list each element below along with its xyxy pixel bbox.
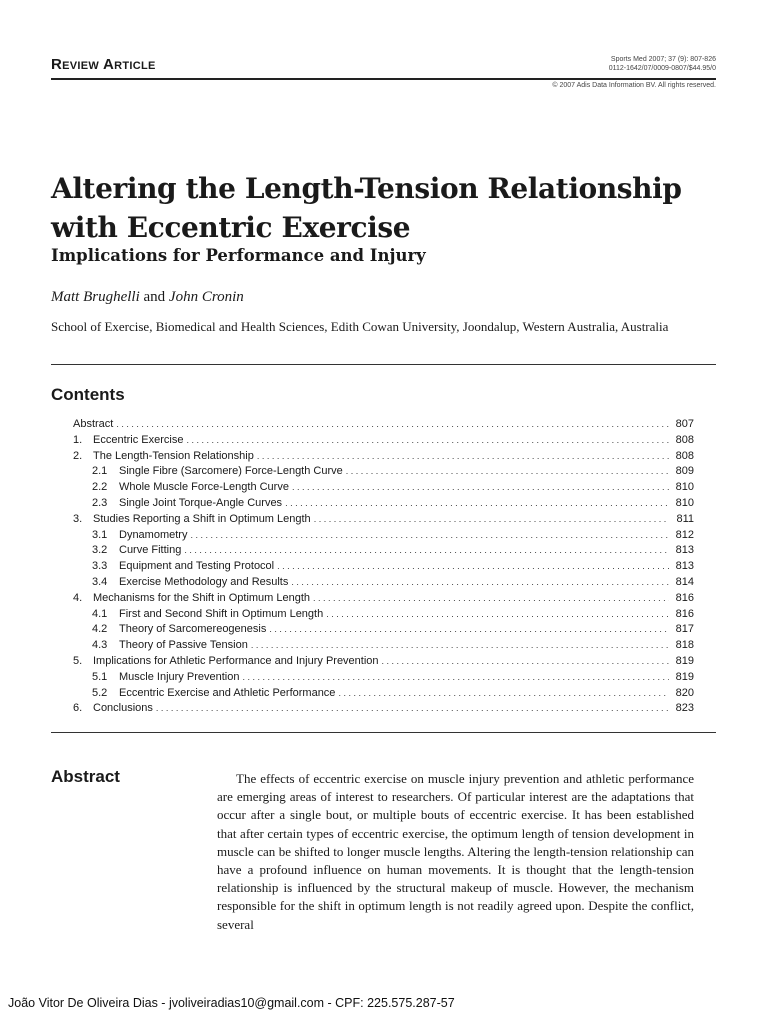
issn: 0112-1642/07/0009-0807/$44.95/0 [608, 65, 716, 72]
toc-entry-page: 818 [675, 639, 694, 652]
toc-entry-number: 5.1 [92, 670, 108, 683]
toc-entry-label: Implications for Athletic Performance and Injury Prevention [93, 654, 379, 667]
toc-entry-page: 808 [675, 433, 694, 446]
section-label: Review Article [51, 56, 156, 73]
toc-dot-leader [313, 593, 669, 603]
toc-entry-page: 812 [675, 528, 694, 541]
toc-entry-page: 810 [675, 496, 694, 509]
toc-entry-label: Muscle Injury Prevention [119, 670, 240, 683]
toc-dot-leader [382, 656, 669, 666]
toc-entry-number: 5.2 [92, 686, 108, 699]
toc-entry-page: 820 [675, 686, 694, 699]
toc-entry-number: 4. [73, 591, 83, 604]
toc-entry-label: Whole Muscle Force-Length Curve [119, 481, 289, 494]
toc-dot-leader [186, 435, 669, 445]
toc-dot-leader [291, 577, 669, 587]
journal-ref: Sports Med 2007; 37 (9): 807-826 [610, 56, 716, 63]
toc-entry-label: Mechanisms for the Shift in Optimum Length [93, 591, 311, 604]
toc-dot-leader [277, 561, 669, 571]
toc-dot-leader [156, 703, 669, 713]
toc-entry-label: Conclusions [93, 702, 153, 715]
toc-entry-page: 808 [675, 449, 694, 462]
toc-entry-label: Single Joint Torque-Angle Curves [119, 496, 283, 509]
toc-entry-number: 2.1 [92, 465, 108, 478]
toc-entry-page: 813 [675, 544, 694, 557]
toc-entry-number: 1. [73, 433, 83, 446]
toc-entry [73, 497, 694, 513]
toc-entry-label: The Length-Tension Relationship [93, 449, 254, 462]
toc-dot-leader [242, 672, 669, 682]
toc-entry-number: 2.2 [92, 481, 108, 494]
toc-entry-label: Exercise Methodology and Results [119, 575, 289, 588]
toc-entry [73, 702, 694, 718]
toc-entry-label: Curve Fitting [119, 544, 182, 557]
toc-entry-number: 3.1 [92, 528, 108, 541]
toc-dot-leader [314, 514, 669, 524]
table-of-contents [73, 418, 694, 718]
toc-entry [73, 450, 694, 466]
toc-entry [73, 639, 694, 655]
toc-entry-number: 3. [73, 512, 83, 525]
contents-heading: Contents [51, 385, 125, 404]
journal-info [609, 55, 716, 73]
toc-entry-number: 3.3 [92, 560, 108, 573]
toc-entry-label: Equipment and Testing Protocol [119, 560, 275, 573]
toc-entry [73, 529, 694, 545]
toc-entry [73, 465, 694, 481]
toc-entry [73, 418, 694, 434]
toc-entry-page: 816 [675, 607, 694, 620]
toc-dot-leader [251, 640, 669, 650]
toc-entry-number: 2.3 [92, 496, 108, 509]
toc-entry-page: 810 [675, 481, 694, 494]
toc-entry-label: Dynamometry [119, 528, 188, 541]
toc-entry-label: Eccentric Exercise [93, 433, 184, 446]
toc-entry-number: 4.3 [92, 639, 108, 652]
toc-entry-label: Theory of Passive Tension [119, 639, 248, 652]
toc-dot-leader [269, 624, 669, 634]
toc-entry-number: 4.1 [92, 607, 108, 620]
toc-dot-leader [346, 466, 669, 476]
toc-entry [73, 560, 694, 576]
toc-entry-label: Eccentric Exercise and Athletic Performance [119, 686, 336, 699]
toc-entry [73, 576, 694, 592]
toc-entry-number: 2. [73, 449, 83, 462]
article-title: Altering the Length-Tension Relationship with Eccentric Exercise [51, 172, 682, 244]
affiliation: School of Exercise, Biomedical and Health Sciences, Edith Cowan University, Joondalup, Western Australia, Australia [51, 319, 669, 334]
toc-entry-page: 817 [675, 623, 694, 636]
authors [51, 289, 244, 306]
toc-dot-leader [257, 451, 669, 461]
toc-dot-leader [184, 545, 669, 555]
toc-entry-page: 816 [675, 591, 694, 604]
toc-dot-leader [190, 530, 669, 540]
toc-dot-leader [326, 609, 669, 619]
watermark-footer: João Vitor De Oliveira Dias - jvoliveiradias10@gmail.com - CPF: 225.575.287-57 [8, 996, 455, 1010]
toc-entry-number: 3.4 [92, 575, 108, 588]
toc-entry-page: 809 [675, 465, 694, 478]
toc-entry [73, 513, 694, 529]
toc-entry [73, 623, 694, 639]
toc-entry-label: Studies Reporting a Shift in Optimum Length [93, 512, 311, 525]
toc-entry-page: 819 [675, 670, 694, 683]
toc-entry-page: 823 [675, 702, 694, 715]
toc-entry-number: 3.2 [92, 544, 108, 557]
divider [51, 364, 716, 365]
author-join: and [139, 289, 169, 305]
toc-entry-number: 4.2 [92, 623, 108, 636]
toc-entry-page: 811 [676, 512, 694, 525]
toc-entry-label: Abstract [73, 418, 114, 430]
toc-dot-leader [116, 419, 669, 429]
toc-entry [73, 671, 694, 687]
toc-dot-leader [292, 482, 669, 492]
toc-entry [73, 592, 694, 608]
toc-entry [73, 687, 694, 703]
toc-entry-label: First and Second Shift in Optimum Length [119, 607, 324, 620]
toc-entry [73, 481, 694, 497]
header-rule [51, 78, 716, 80]
toc-entry [73, 544, 694, 560]
abstract-text: The effects of eccentric exercise on muscle injury prevention and athletic performance are emerging areas of interest to researchers. Of particular interest are the adaptations that occur after a single bout, or multiple bouts of eccentric exercise. It has been established that after certain types of eccentric exercise, the optimum length of tension development in muscle can be shifted to longer muscle lengths. Altering the length-tension relationship can have a profound influence on human movements. It is thought that the length-tension relationship is influenced by the structural makeup of muscle. However, the mechanism responsible for the shift in optimum length is not readily agreed upon. Despite the conflict, several [217, 771, 694, 932]
article-subtitle: Implications for Performance and Injury [51, 246, 426, 265]
toc-entry [73, 655, 694, 671]
toc-entry-label: Single Fibre (Sarcomere) Force-Length Curve [119, 465, 343, 478]
author-2: John Cronin [168, 289, 244, 305]
divider [51, 732, 716, 733]
toc-entry-page: 813 [675, 560, 694, 573]
author-1: Matt Brughelli [51, 289, 140, 305]
toc-dot-leader [285, 498, 669, 508]
toc-entry [73, 608, 694, 624]
copyright: © 2007 Adis Data Information BV. All rights reserved. [552, 82, 716, 89]
toc-entry-page: 819 [675, 654, 694, 667]
toc-dot-leader [338, 688, 669, 698]
toc-entry-number: 6. [73, 702, 83, 715]
toc-entry-page: 807 [675, 418, 694, 430]
toc-entry [73, 434, 694, 450]
abstract-heading: Abstract [51, 767, 120, 786]
toc-entry-label: Theory of Sarcomereogenesis [119, 623, 267, 636]
toc-entry-page: 814 [675, 575, 694, 588]
toc-entry-number: 5. [73, 654, 83, 667]
